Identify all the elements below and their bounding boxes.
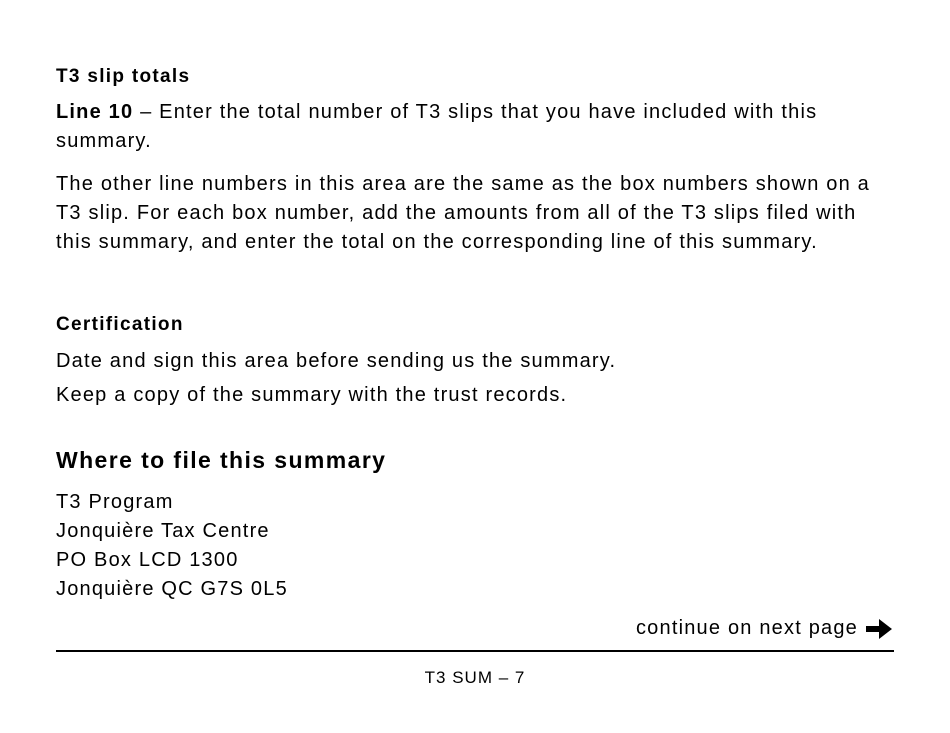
section-heading-where-to-file: Where to file this summary (56, 447, 387, 473)
slip-totals-paragraph: The other line numbers in this area are the same as the box numbers shown on a T3 slip. For each box number, add the amounts from all of the T3 slips filed with this summary, and enter the total on the corresponding line of this summary. (56, 173, 871, 253)
certification-line-2: Keep a copy of the summary with the trust records. (56, 384, 568, 406)
line-10-text: – Enter the total number of T3 slips that you have included with this summary. (56, 101, 818, 152)
continue-next-page (636, 614, 894, 643)
address-line-tax-centre: Jonquière Tax Centre (56, 520, 270, 542)
line-10-instruction (56, 98, 896, 156)
continue-text: continue on next page (635, 617, 858, 639)
address-line-po-box: PO Box LCD 1300 (56, 549, 239, 571)
footer-divider (56, 650, 894, 652)
page-number: T3 SUM – 7 (424, 668, 526, 687)
section-heading-slip-totals: T3 slip totals (56, 66, 191, 87)
address-line-program: T3 Program (56, 491, 174, 513)
right-arrow-icon (864, 617, 894, 641)
certification-line-1: Date and sign this area before sending us the summary. (56, 350, 617, 372)
line-10-label: Line 10 (56, 101, 134, 123)
section-heading-certification: Certification (56, 314, 184, 335)
mailing-address (56, 488, 288, 604)
address-line-city-postal: Jonquière QC G7S 0L5 (56, 578, 288, 600)
